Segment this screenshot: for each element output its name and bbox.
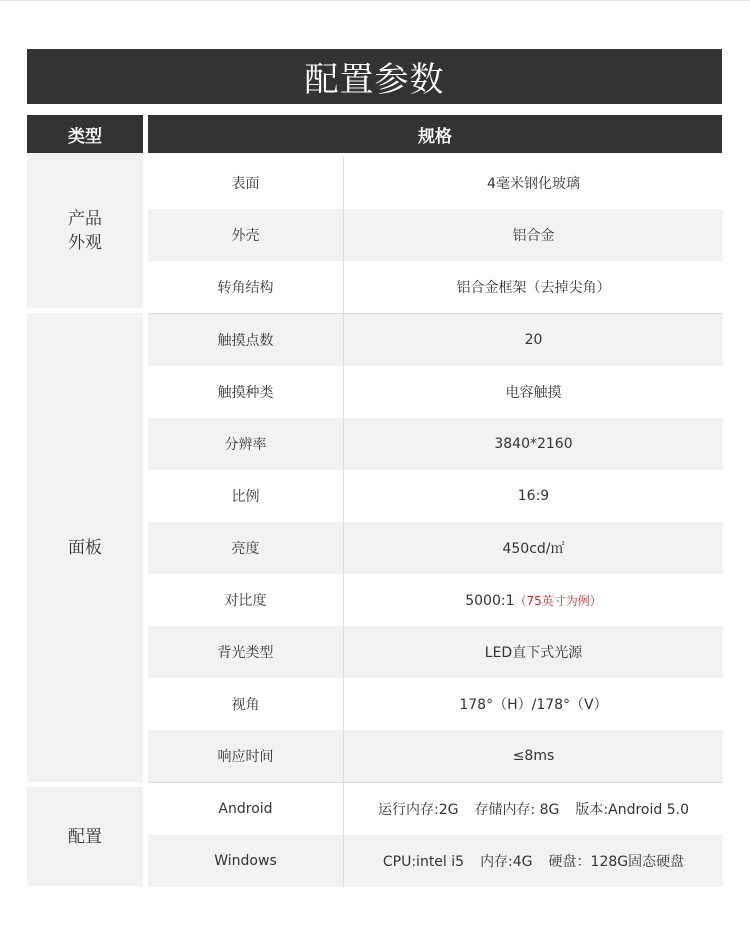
- table-row: [148, 366, 723, 418]
- row-name: 亮度: [231, 541, 260, 557]
- table-row: [148, 209, 723, 261]
- table-row: [148, 314, 723, 366]
- spec-ram: 运行内存:2G: [378, 802, 459, 818]
- row-name: 响应时间: [217, 749, 274, 765]
- row-value: 16:9: [517, 488, 550, 504]
- row-value: 178°（H）/178°（V）: [459, 697, 608, 713]
- row-value: LED直下式光源: [484, 645, 583, 661]
- table-row: [148, 783, 723, 835]
- table-row: [148, 157, 723, 209]
- table-row: [148, 678, 723, 730]
- appearance-rows: [148, 157, 723, 314]
- row-value: 4毫米钢化玻璃: [487, 176, 580, 192]
- row-value: [344, 851, 723, 871]
- row-name: Windows: [214, 853, 277, 869]
- row-name: 比例: [231, 489, 260, 505]
- table-row: [148, 470, 723, 522]
- row-name: 触摸种类: [217, 385, 274, 401]
- group-label-line: 外观: [68, 232, 102, 253]
- table-row: [148, 835, 723, 887]
- row-name: 表面: [231, 176, 260, 192]
- table-row: [148, 261, 723, 313]
- column-header-type: 类型: [27, 115, 143, 153]
- table-row: [148, 574, 723, 626]
- row-value: 铝合金框架（去掉尖角）: [456, 280, 611, 296]
- table-row: [148, 418, 723, 470]
- row-name: 视角: [231, 697, 260, 713]
- row-value: [344, 592, 723, 609]
- panel-rows: [148, 314, 723, 782]
- group-label-line: 配置: [68, 826, 102, 847]
- row-value: ≤8ms: [512, 748, 555, 764]
- group-label-config: [27, 787, 143, 886]
- row-name: 触摸点数: [217, 333, 274, 349]
- row-value: 450cd/㎡: [502, 541, 565, 557]
- table-row: [148, 522, 723, 574]
- row-value: [344, 799, 723, 819]
- top-divider: [0, 0, 750, 1]
- row-name: Android: [218, 801, 273, 817]
- row-name: 外壳: [231, 228, 260, 244]
- group-label-appearance: [27, 153, 143, 308]
- spec-storage: 存储内存: 8G: [474, 802, 560, 818]
- spec-memory: 内存:4G: [480, 854, 533, 870]
- group-label-panel: [27, 313, 143, 782]
- page-title: 配置参数: [27, 49, 722, 104]
- spec-disk: 硬盘：128G固态硬盘: [548, 854, 685, 870]
- row-value: 3840*2160: [494, 436, 573, 452]
- config-rows: [148, 782, 723, 887]
- row-name: 背光类型: [217, 645, 274, 661]
- row-name: 转角结构: [217, 280, 274, 296]
- row-name: 分辨率: [224, 437, 267, 453]
- table-row: [148, 626, 723, 678]
- column-header-spec: 规格: [148, 115, 722, 153]
- row-value: 20: [524, 332, 543, 348]
- table-row: [148, 730, 723, 782]
- contrast-value: 5000:1: [465, 592, 515, 609]
- group-label-line: 产品: [68, 208, 102, 229]
- spec-version: 版本:Android 5.0: [575, 802, 689, 818]
- contrast-note: （75英寸为例）: [514, 593, 602, 608]
- row-value: 电容触摸: [505, 385, 562, 401]
- row-value: 铝合金: [512, 228, 555, 244]
- row-name: 对比度: [224, 593, 267, 609]
- spec-cpu: CPU:intel i5: [382, 854, 465, 870]
- group-label-line: 面板: [68, 537, 102, 558]
